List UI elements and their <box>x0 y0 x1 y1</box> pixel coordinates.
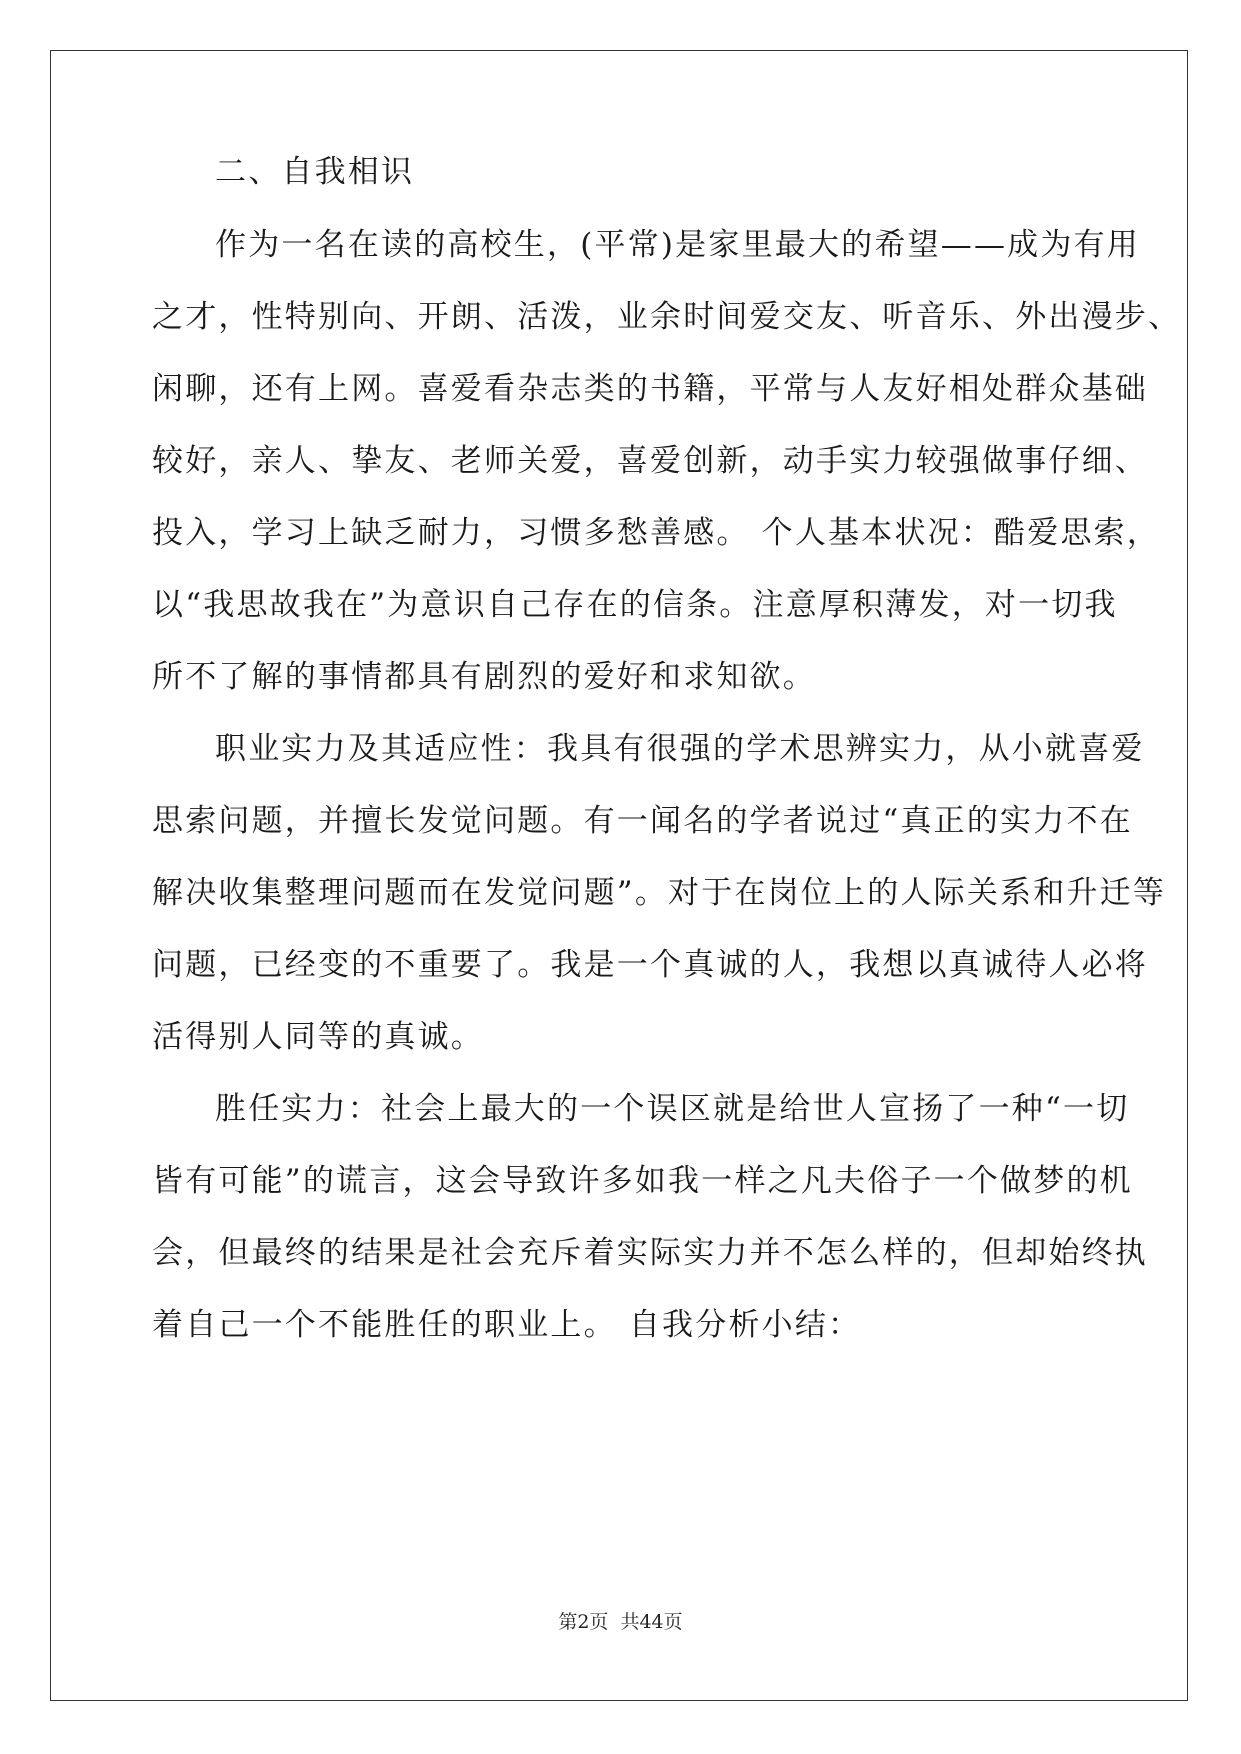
paragraph-3-line-2: 皆有可能”的谎言，这会导致许多如我一样之凡夫俗子一个做梦的机 <box>152 1163 1133 1199</box>
paragraph-3-line-1: 胜任实力：社会上最大的一个误区就是给世人宣扬了一种“一切 <box>215 1091 1130 1127</box>
total-pages-label: 共44页 <box>620 1611 683 1633</box>
paragraph-1-line-5: 投入，学习上缺乏耐力，习惯多愁善感。 个人基本状况：酷爱思索， <box>152 515 1161 551</box>
paragraph-2-line-3: 解决收集整理问题而在发觉问题”。对于在岗位上的人际关系和升迁等 <box>152 875 1167 911</box>
paragraph-3-line-4: 着自己一个不能胜任的职业上。 自我分析小结： <box>152 1307 862 1343</box>
paragraph-2-line-5: 活得别人同等的真诚。 <box>152 1019 484 1055</box>
paragraph-1-line-2: 之才，性特别向、开朗、活泼，业余时间爱交友、听音乐、外出漫步、 <box>152 299 1182 335</box>
current-page-label: 第2页 <box>558 1611 609 1633</box>
paragraph-1-line-3: 闲聊，还有上网。喜爱看杂志类的书籍，平常与人友好相处群众基础 <box>152 371 1148 407</box>
paragraph-1-line-6: 以“我思故我在”为意识自己存在的信条。注意厚积薄发，对一切我 <box>152 587 1118 623</box>
paragraph-2-line-4: 问题，已经变的不重要了。我是一个真诚的人，我想以真诚待人必将 <box>152 947 1148 983</box>
paragraph-2-line-1: 职业实力及其适应性：我具有很强的学术思辨实力，从小就喜爱 <box>215 731 1145 767</box>
paragraph-3-line-3: 会，但最终的结果是社会充斥着实际实力并不怎么样的，但却始终执 <box>152 1235 1148 1271</box>
paragraph-1-line-7: 所不了解的事情都具有剧烈的爱好和求知欲。 <box>152 659 816 695</box>
page-footer <box>0 1610 1241 1634</box>
section-heading: 二、自我相识 <box>215 154 415 190</box>
paragraph-2-line-2: 思索问题，并擅长发觉问题。有一闻名的学者说过“真正的实力不在 <box>152 803 1133 839</box>
paragraph-1-line-4: 较好，亲人、挚友、老师关爱，喜爱创新，动手实力较强做事仔细、 <box>152 443 1148 479</box>
paragraph-1-line-1: 作为一名在读的高校生，(平常)是家里最大的希望——成为有用 <box>215 227 1140 263</box>
